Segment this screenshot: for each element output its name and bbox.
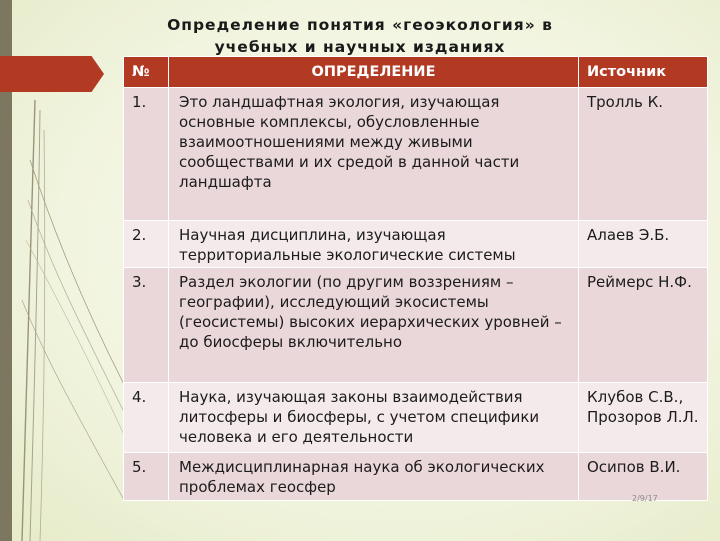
row-number: 2.: [124, 221, 169, 268]
slide-title-line-1: Определение понятия «геоэкология» в: [167, 16, 553, 34]
row-source: Клубов С.В., Прозоров Л.Л.: [579, 383, 708, 453]
header-source: Источник: [579, 57, 708, 88]
table-row: [124, 221, 708, 268]
row-definition: Наука, изучающая законы взаимодействия литосферы и биосферы, с учетом специфики человека и его деятельности: [169, 383, 579, 453]
slide-title: [140, 14, 580, 58]
row-source: Реймерс Н.Ф.: [579, 268, 708, 383]
row-number: 3.: [124, 268, 169, 383]
row-definition: Раздел экологии (по другим воззрениям – географии), исследующий экосистемы (геосистемы) высоких иерархических уровней – до биосферы включительно: [169, 268, 579, 383]
header-definition: ОПРЕДЕЛЕНИЕ: [169, 57, 579, 88]
row-number: 1.: [124, 88, 169, 221]
row-source: Тролль К.: [579, 88, 708, 221]
row-number: 5.: [124, 453, 169, 501]
slide-date: 2/9/17: [632, 494, 658, 503]
row-number: 4.: [124, 383, 169, 453]
table-row: [124, 383, 708, 453]
row-source: Осипов В.И.: [579, 453, 708, 501]
row-source: Алаев Э.Б.: [579, 221, 708, 268]
row-definition: Междисциплинарная наука об экологических проблемах геосфер: [169, 453, 579, 501]
row-definition: Это ландшафтная экология, изучающая основные комплексы, обусловленные взаимоотношениями между живыми сообществами и их средой в данной части ландшафта: [169, 88, 579, 221]
table-row: [124, 268, 708, 383]
accent-tab: [0, 56, 104, 92]
slide-title-line-2: учебных и научных изданиях: [214, 38, 506, 56]
table-row: [124, 88, 708, 221]
definitions-table: [123, 56, 708, 501]
header-number: №: [124, 57, 169, 88]
row-definition: Научная дисциплина, изучающая территориальные экологические системы: [169, 221, 579, 268]
table-row: [124, 453, 708, 501]
table-header-row: [124, 57, 708, 88]
